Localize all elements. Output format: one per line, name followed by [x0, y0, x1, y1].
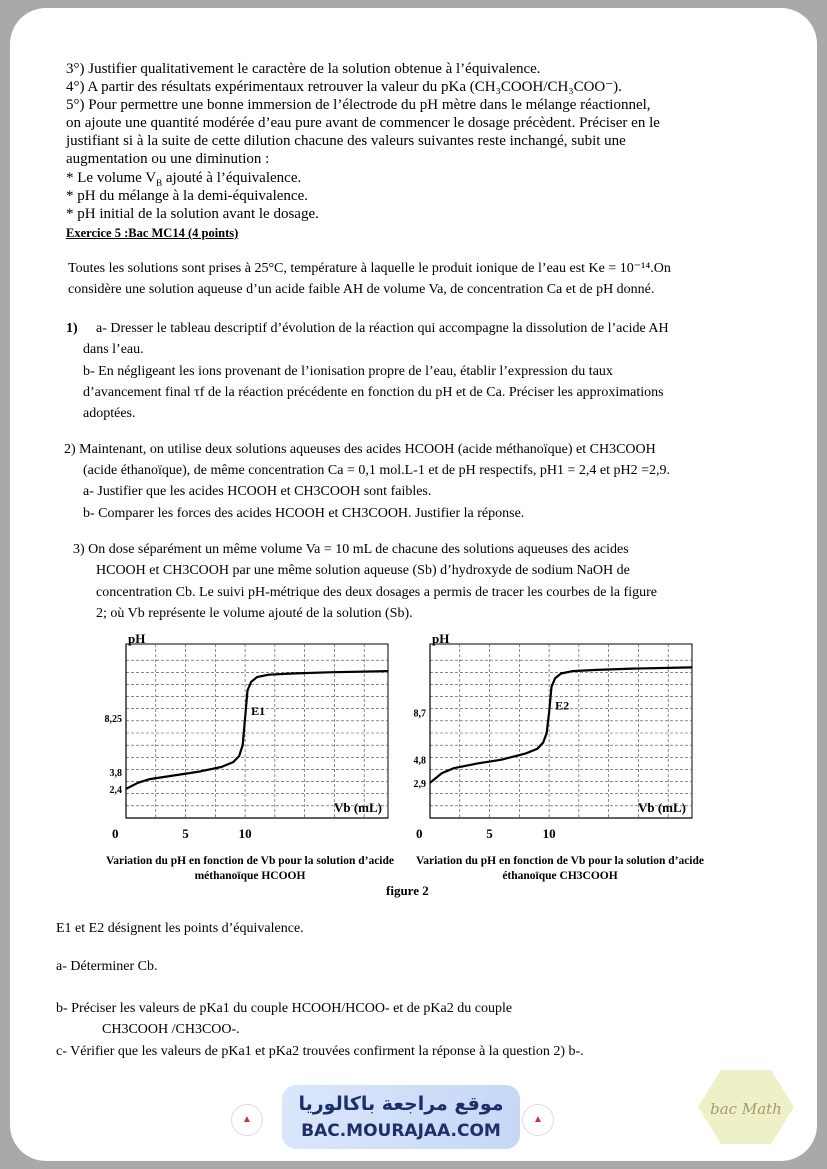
y-tick-label: 4,8 [413, 755, 426, 767]
chart-hcooh [96, 630, 396, 848]
svg-text:bac Math: bac Math [710, 1100, 782, 1118]
question-a: a- Déterminer Cb. [56, 959, 158, 974]
part-2-line-1: 2) Maintenant, on utilise deux solutions aqueuses des acides HCOOH (acide méthanoïque) et CH3COOH [64, 442, 656, 457]
question-4: 4°) A partir des résultats expérimentaux retrouver la valeur du pKa (CH₃COOH/CH₃COO⁻). [66, 79, 622, 95]
part-1a-line-1: a- Dresser le tableau descriptif d’évolution de la réaction qui accompagne la dissolution de l’acide AH [96, 321, 669, 336]
chart-ch3cooh [400, 630, 700, 848]
x-tick-label: 10 [238, 826, 252, 841]
exercise-5-title: Exercice 5 :Bac MC14 (4 points) [66, 226, 239, 240]
site-badge[interactable] [282, 1085, 520, 1149]
part-3-line-3: concentration Cb. Le suivi pH-métrique des deux dosages a permis de tracer les courbes de la figure [96, 585, 657, 600]
part-2-line-2: (acide éthanoïque), de même concentration Ca = 0,1 mol.L-1 et de pH respectifs, pH1 = 2,4 et pH2 =2,9. [83, 463, 671, 478]
site-url[interactable]: BAC.MOURAJAA.COM [301, 1121, 501, 1141]
question-5-line-4: augmentation ou une diminution : [66, 151, 270, 167]
part-1b-line-3: adoptées. [83, 406, 136, 421]
site-name-arabic: موقع مراجعة باكالوريا [298, 1093, 504, 1115]
x-tick-label: 5 [182, 826, 189, 841]
part-1b-line-1: b- En négligeant les ions provenant de l’ionisation propre de l’eau, établir l’expression du taux [83, 364, 613, 379]
question-b-line-1: b- Préciser les valeurs de pKa1 du couple HCOOH/HCOO- et de pKa2 du couple [56, 1001, 513, 1016]
right-site-logo: ▲ [522, 1104, 554, 1136]
equivalence-points-line: E1 et E2 désignent les points d’équivalence. [56, 921, 304, 936]
part-1a-line-2: dans l’eau. [83, 342, 144, 357]
bullet-volume: * Le volume $V_B$ ajouté à l’équivalence. [66, 170, 302, 188]
question-3: 3°) Justifier qualitativement le caractère de la solution obtenue à l’équivalence. [66, 61, 541, 77]
part-3-line-1: 3) On dose séparément un même volume Va = 10 mL de chacune des solutions aqueuses des acides [73, 542, 629, 557]
question-5-line-2: on ajoute une quantité modérée d’eau pure avant de commencer le dosage précèdent. Préciser en le [66, 115, 660, 131]
origin-label: 0 [416, 826, 423, 841]
question-5-line-3: justifiant si à la suite de cette dilution chacune des valeurs suivantes reste inchangé, subit une [66, 133, 626, 149]
part-3-line-2: HCOOH et CH3COOH par une même solution aqueuse (Sb) d’hydroxyde de sodium NaOH de [96, 563, 630, 578]
y-tick-label: 2,9 [413, 778, 426, 790]
bullet-ph-half: * pH du mélange à la demi-équivalence. [66, 188, 308, 204]
intro-line-1: Toutes les solutions sont prises à 25°C, température à laquelle le produit ionique de l’eau est Ke = 10⁻¹⁴.On [68, 261, 671, 276]
part-3-line-4: 2; où Vb représente le volume ajouté de la solution (Sb). [96, 606, 413, 621]
plot-frame [430, 644, 692, 818]
part-2b: b- Comparer les forces des acides HCOOH et CH3COOH. Justifier la réponse. [83, 506, 525, 521]
y-tick-label: 8,25 [104, 713, 122, 725]
x-tick-label: 10 [542, 826, 556, 841]
question-5-line-1: 5°) Pour permettre une bonne immersion de l’électrode du pH mètre dans le mélange réactionnel, [66, 97, 651, 113]
y-tick-label: 8,7 [413, 708, 426, 720]
question-c: c- Vérifier que les valeurs de pKa1 et pKa2 trouvées confirment la réponse à la question 2) b-. [56, 1044, 584, 1059]
y-tick-label: 2,4 [109, 784, 122, 796]
origin-label: 0 [112, 826, 119, 841]
x-axis-label: Vb (mL) [637, 800, 686, 815]
part-1b-line-2: d’avancement final τf de la réaction précédente en fonction du pH et de Ca. Préciser les approximations [83, 385, 664, 400]
equivalence-point-label: E1 [251, 703, 266, 718]
x-axis-label: Vb (mL) [333, 800, 382, 815]
y-axis-label: pH [128, 631, 146, 646]
equivalence-point-label: E2 [555, 698, 570, 713]
ph-curve [126, 671, 388, 789]
plot-frame [126, 644, 388, 818]
y-axis-label: pH [432, 631, 450, 646]
chart-2-caption: Variation du pH en fonction de Vb pour la solution d’acide éthanoïque CH3COOH [416, 855, 704, 882]
y-tick-label: 3,8 [109, 767, 122, 779]
chart-1-caption: Variation du pH en fonction de Vb pour la solution d’acide méthanoïque HCOOH [106, 855, 394, 882]
left-site-logo: ▲ [231, 1104, 263, 1136]
figure-caption: figure 2 [386, 883, 429, 898]
bac-math-logo [696, 1068, 796, 1146]
bullet-ph-initial: * pH initial de la solution avant le dosage. [66, 206, 319, 222]
part-1-number: 1) [66, 321, 78, 336]
part-2a: a- Justifier que les acides HCOOH et CH3COOH sont faibles. [83, 484, 432, 499]
intro-line-2: considère une solution aqueuse d’un acide faible AH de volume Va, de concentration Ca et de pH donné. [68, 282, 655, 297]
document-page [10, 8, 817, 1161]
question-b-line-2: CH3COOH /CH3COO-. [102, 1022, 240, 1037]
x-tick-label: 5 [486, 826, 493, 841]
